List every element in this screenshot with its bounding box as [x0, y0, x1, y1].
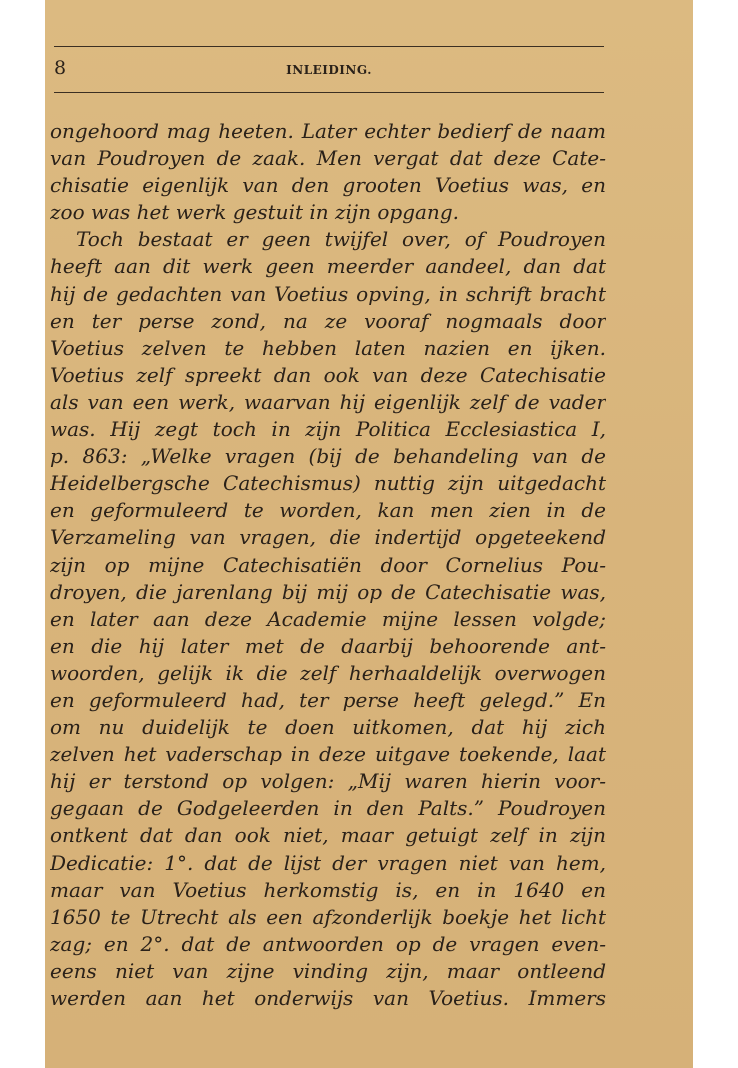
text-line: en later aan deze Academie mijne lessen volgde;	[50, 606, 606, 631]
text-line: en ter perse zond, na ze vooraf nogmaals door	[50, 308, 606, 333]
text-line: Voetius zelf spreekt dan ook van deze Catechisatie	[50, 362, 606, 387]
text-line: en die hij later met de daarbij behoorende ant-	[50, 633, 606, 658]
text-line: en geformuleerd te worden, kan men zien in de	[50, 498, 606, 523]
text-line: om nu duidelijk te doen uitkomen, dat hij zich	[50, 715, 606, 740]
text-line: woorden, gelijk ik die zelf herhaaldelijk overwogen	[50, 660, 606, 685]
page-header	[54, 54, 604, 84]
text-line: chisatie eigenlijk van den grooten Voetius was, en	[50, 173, 606, 198]
text-line: droyen, die jarenlang bij mij op de Catechisatie was,	[50, 579, 606, 604]
text-line: Dedicatie: 1°. dat de lijst der vragen niet van hem,	[50, 850, 606, 875]
text-line: van Poudroyen de zaak. Men vergat dat deze Cate-	[50, 146, 606, 171]
text-line: Verzameling van vragen, die indertijd opgeteekend	[50, 525, 606, 550]
text-line: werden aan het onderwijs van Voetius. Immers	[50, 986, 606, 1010]
header-rule-top	[54, 46, 604, 47]
text-line: ontkent dat dan ook niet, maar getuigt zelf in zijn	[50, 823, 606, 848]
text-line: zijn op mijne Catechisatiën door Cornelius Pou-	[50, 552, 606, 577]
text-line: Heidelbergsche Catechismus) nuttig zijn uitgedacht	[50, 471, 606, 496]
text-line: zoo was het werk gestuit in zijn opgang.	[50, 200, 459, 225]
running-head: INLEIDING.	[286, 63, 372, 77]
text-line: zelven het vaderschap in deze uitgave toekende, laat	[50, 742, 606, 767]
text-line: ongehoord mag heeten. Later echter bedierf de naam	[50, 119, 606, 143]
text-line: was. Hij zegt toch in zijn Politica Ecclesiastica I,	[50, 417, 606, 442]
text-line: hij de gedachten van Voetius opving, in schrift bracht	[50, 281, 606, 306]
text-line: gegaan de Godgeleerden in den Palts.” Poudroyen	[50, 796, 606, 821]
page-number: 8	[54, 57, 67, 79]
text-line: zag; en 2°. dat de antwoorden op de vragen even-	[50, 931, 606, 956]
text-line: heeft aan dit werk geen meerder aandeel, dan dat	[50, 254, 606, 279]
text-line: 1650 te Utrecht als een afzonderlijk boekje het licht	[50, 904, 606, 929]
text-line: Toch bestaat er geen twijfel over, of Poudroyen	[76, 227, 606, 252]
text-line: als van een werk, waarvan hij eigenlijk zelf de vader	[50, 389, 606, 414]
body-text	[50, 118, 606, 1012]
text-line: hij er terstond op volgen: „Mij waren hierin voor-	[50, 769, 606, 794]
text-line: p. 863: „Welke vragen (bij de behandeling van de	[50, 444, 606, 469]
text-line: en geformuleerd had, ter perse heeft gelegd.” En	[50, 687, 606, 712]
header-rule-bottom	[54, 92, 604, 93]
text-line: maar van Voetius herkomstig is, en in 1640 en	[50, 877, 606, 902]
text-line: eens niet van zijne vinding zijn, maar ontleend	[50, 958, 606, 983]
text-line: Voetius zelven te hebben laten nazien en ijken.	[50, 335, 606, 360]
